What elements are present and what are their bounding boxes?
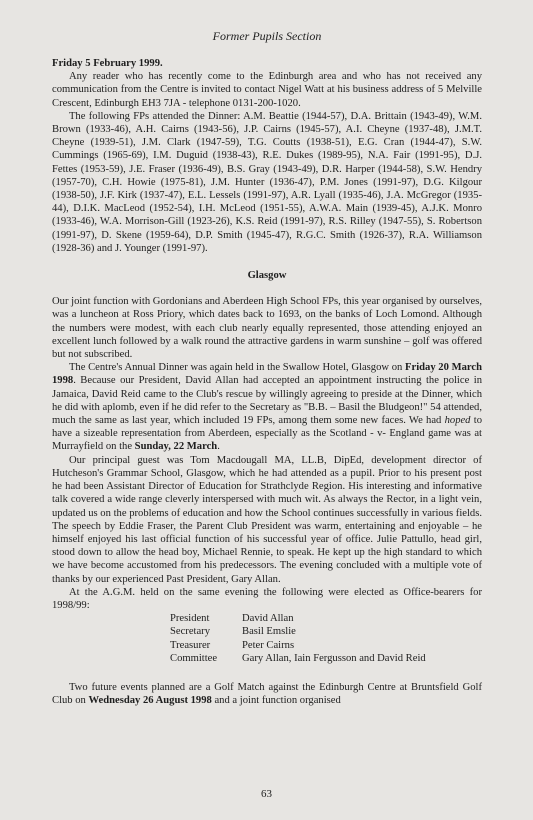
edinburgh-paragraph-contact: Any reader who has recently come to the Edinburgh area and who has not received any communication from the Centre is invited to contact Nigel Watt at his business address of 5 Melville Crescent, Edinburgh EH3 7JA - telephone 0131-200-1020. <box>52 71 482 109</box>
running-head: Former Pupils Section <box>212 29 322 43</box>
office-bearer-row <box>170 625 426 638</box>
golf-match-date: Wednesday 26 August 1998 <box>88 695 212 707</box>
office-role: Treasurer <box>170 639 211 651</box>
dinner-text-end: . <box>217 441 220 453</box>
glasgow-paragraph-dinner <box>52 361 482 453</box>
future-text-a: Two future events planned are a Golf Match against the Edinburgh Centre at Bruntsfield Golf Club on <box>52 681 482 707</box>
office-holder: Peter Cairns <box>242 639 295 651</box>
office-role: Secretary <box>170 626 210 638</box>
office-role: President <box>170 613 210 625</box>
office-bearers-table <box>170 612 426 665</box>
office-role: Committee <box>170 652 218 664</box>
glasgow-paragraph-future-events <box>52 681 482 707</box>
office-holder: Basil Emslie <box>242 626 296 638</box>
edinburgh-date-heading: Friday 5 February 1999. <box>52 58 163 69</box>
dinner-text-b: . Because our President, David Allan had accepted an appointment instructing the police in Jamaica, David Reid came to the Club's rescue by willingly agreeing to preside at the Dinner, which he did with aplomb, even if he did refer to the Secretary as "B.B. – Basil the Bludgeon!" 54 attended, much the same as last year, which included 19 FPs, among them some new faces. We had <box>52 375 482 427</box>
glasgow-paragraph-agm: At the A.G.M. held on the same evening the following were elected as Office-bearers for 1998/99: <box>52 586 482 611</box>
dinner-sunday-date: Sunday, 22 March <box>134 441 218 453</box>
dinner-date: Friday 20 March 1998 <box>52 362 482 387</box>
office-holder: David Allan <box>242 613 294 625</box>
office-bearer-row <box>170 639 426 652</box>
glasgow-paragraph-luncheon: Our joint function with Gordonians and Aberdeen High School FPs, this year organised by ourselves, was a luncheon at Ross Priory, which dates back to 1693, on the banks of Loch Lomond. Although the numbers were modest, with each club nearly equally represented, those attending enjoyed an excellent lunch followed by a walk round the attractive gardens in warm sunshine – golf was offered but not subscribed. <box>52 296 482 361</box>
office-bearer-row <box>170 612 426 625</box>
page-number: 63 <box>261 788 272 800</box>
body-text <box>52 57 482 707</box>
office-bearer-row <box>170 652 426 665</box>
future-text-b: and a joint function organised <box>211 695 341 707</box>
edinburgh-paragraph-attendees: The following FPs attended the Dinner: A.M. Beattie (1944-57), D.A. Brittain (1943-49), W.M. Brown (1933-46), A.H. Cairns (1943-56), J.P. Cairns (1945-57), A.I. Cheyne (1937-48), J.M.T. Cheyne (1939-51), J.M. Clark (1947-59), T.G. Coutts (1938-51), E.G. Cran (1944-47), S.W. Cummings (1965-69), I.M. Duguid (1938-43), R.E. Dukes (1989-95), N.A. Fair (1991-95), D.J. Fettes (1953-59), J.E. Fraser (1936-49), B.S. Gray (1943-49), D.R. Harper (1944-58), S.W. Hendry (1957-70), C.H. Howie (1975-81), J.M. Hunter (1936-47), P.M. Jones (1991-97), D.G. Kilgour (1938-50), J.F. Kirk (1937-47), E.L. Lessels (1991-97), A.R. Lyall (1935-46), J.A. McGregor (1935-44), D.I.K. MacLeod (1952-54), I.H. McLeod (1951-55), A.W.A. Main (1939-45), A.J.K. Monro (1933-46), W.A. Morrison-Gill (1923-26), K.S. Reid (1991-97), R.S. Rilley (1947-55), S. Robertson (1991-97), D. Skene (1959-64), D.P. Smith (1945-47), R.G.C. Smith (1926-37), R.A. Williamson (1928-36) and J. Younger (1991-97). <box>52 110 482 254</box>
dinner-text-a: The Centre's Annual Dinner was again held in the Swallow Hotel, Glasgow on <box>68 362 406 374</box>
glasgow-paragraph-guest: Our principal guest was Tom Macdougall MA, LL.B, DipEd, development director of Hutcheson's Grammar School, Glasgow, which he had attended as a pupil. Prior to his present post he had been Assistant Director of Education for Strathclyde Region. His interesting and informative talk covered a wide range cleverly interspersed with much wit. As always the Rector, in a light vein, updated us on the problems of education and how the School continues successfully in various fields. The speech by Eddie Fraser, the Parent Club President was warm, entertaining and enjoyable – he himself enjoyed his last official function of his successful year of office. Julie Pattullo, head girl, stood down to allow the head boy, Michael Rennie, to speak. He kept up the high standard to which we have become accustomed from his predecessors. The evening concluded with a multiple vote of thanks by our experienced Past President, Gary Allan. <box>52 454 482 585</box>
dinner-hoped-emphasis: hoped <box>444 415 471 427</box>
section-title-glasgow: Glasgow <box>247 270 287 282</box>
dinner-text-c: to have a sizeable representation from Aberdeen, especially as the Scotland - v- England game was at Murrayfield on the <box>52 415 482 453</box>
office-holder: Gary Allan, Iain Fergusson and David Reid <box>242 652 426 664</box>
spacer <box>52 665 482 681</box>
